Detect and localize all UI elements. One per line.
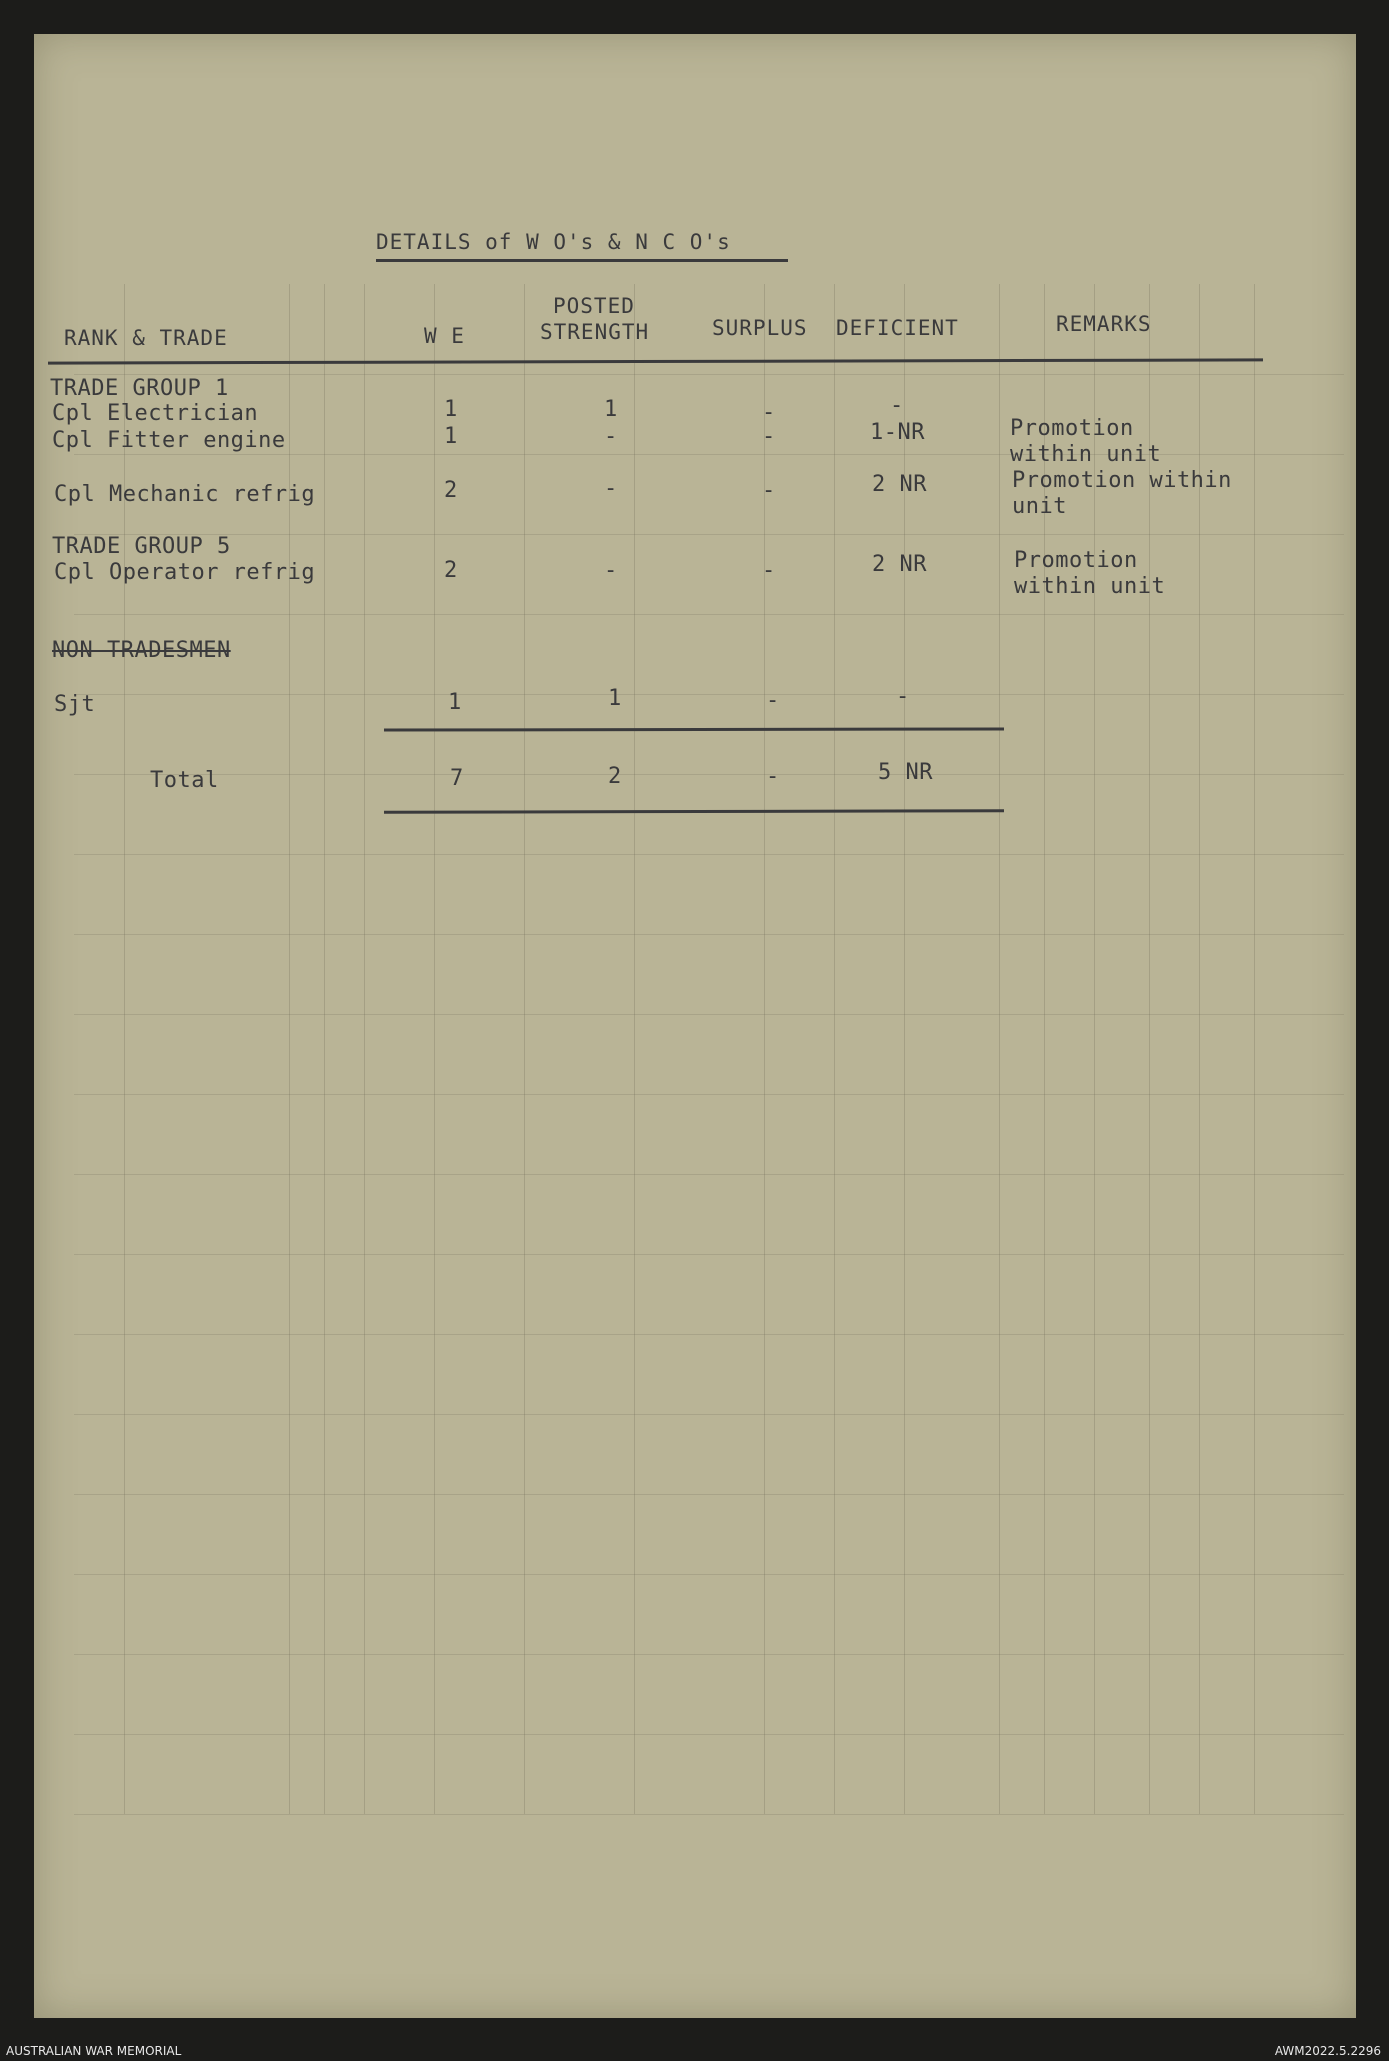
form-grid-line <box>74 1734 1344 1735</box>
form-grid-line <box>74 1574 1344 1575</box>
form-grid-line <box>324 284 325 1814</box>
row-surplus: - <box>762 558 776 583</box>
form-grid-line <box>74 614 1344 615</box>
row-label: Cpl Electrician <box>52 401 259 426</box>
row-deficient: 1-NR <box>870 420 925 445</box>
form-grid-line <box>74 374 1344 375</box>
row-deficient: - <box>890 393 904 418</box>
form-grid-line <box>434 284 435 1814</box>
row-deficient: - <box>896 684 910 709</box>
form-grid-line <box>289 284 290 1814</box>
row-we: 1 <box>444 397 458 422</box>
footer-archive-name: AUSTRALIAN WAR MEMORIAL <box>6 2044 182 2058</box>
form-grid-line <box>74 854 1344 855</box>
form-grid-line <box>74 534 1344 535</box>
total-we: 7 <box>450 766 464 791</box>
form-grid-line <box>74 1254 1344 1255</box>
row-remarks-line2: within unit <box>1014 574 1166 599</box>
form-grid-line <box>904 284 905 1814</box>
title-underline <box>376 259 788 262</box>
footer-accession-number: AWM2022.5.2296 <box>1274 2044 1381 2058</box>
form-grid-line <box>999 284 1000 1814</box>
header-surplus: SURPLUS <box>712 316 808 340</box>
row-we: 1 <box>444 424 458 449</box>
form-grid-line <box>764 284 765 1814</box>
form-grid-line <box>124 284 125 1814</box>
section-label-trade-group-1: TRADE GROUP 1 <box>50 376 229 401</box>
total-label: Total <box>150 768 219 793</box>
row-remarks-line1: Promotion within <box>1012 468 1232 493</box>
row-remarks-line1: Promotion <box>1010 416 1134 441</box>
document-page <box>34 34 1356 2018</box>
row-surplus: - <box>762 478 776 503</box>
header-posted-line1: POSTED <box>553 294 635 318</box>
row-deficient: 2 NR <box>872 552 927 577</box>
row-label: Cpl Mechanic refrig <box>54 482 316 507</box>
row-label: Cpl Operator refrig <box>54 560 316 585</box>
form-grid-line <box>74 1094 1344 1095</box>
row-surplus: - <box>766 688 780 713</box>
row-label: Cpl Fitter engine <box>52 428 286 453</box>
row-surplus: - <box>762 424 776 449</box>
form-grid-line <box>74 1014 1344 1015</box>
form-grid-line <box>74 774 1344 775</box>
row-we: 1 <box>448 690 462 715</box>
row-posted: - <box>604 558 618 583</box>
form-grid-line <box>74 1654 1344 1655</box>
header-posted-line2: STRENGTH <box>540 320 650 344</box>
row-we: 2 <box>444 558 458 583</box>
row-remarks-line2: unit <box>1012 494 1067 519</box>
form-grid-line <box>364 284 365 1814</box>
form-grid-line <box>634 284 635 1814</box>
header-we: W E <box>424 324 465 348</box>
total-surplus: - <box>766 764 780 789</box>
form-grid-line <box>1199 284 1200 1814</box>
total-posted: 2 <box>608 764 622 789</box>
document-title: DETAILS of W O's & N C O's <box>376 230 731 254</box>
form-grid-line <box>1149 284 1150 1814</box>
form-grid-line <box>1094 284 1095 1814</box>
header-rank-trade: RANK & TRADE <box>64 326 228 350</box>
row-remarks-line2: within unit <box>1010 442 1162 467</box>
row-posted: - <box>604 424 618 449</box>
row-posted: 1 <box>604 397 618 422</box>
row-remarks-line1: Promotion <box>1014 548 1138 573</box>
form-grid-line <box>74 1334 1344 1335</box>
header-remarks: REMARKS <box>1056 312 1152 336</box>
form-grid-line <box>74 934 1344 935</box>
row-surplus: - <box>762 400 776 425</box>
form-grid-line <box>1254 284 1255 1814</box>
form-grid-line <box>834 284 835 1814</box>
form-grid-line <box>74 1494 1344 1495</box>
total-deficient: 5 NR <box>878 760 933 785</box>
section-label-non-tradesmen: NON-TRADESMEN <box>52 638 231 663</box>
row-posted: - <box>604 476 618 501</box>
row-label: Sjt <box>54 692 96 717</box>
header-deficient: DEFICIENT <box>836 316 959 340</box>
form-grid-line <box>524 284 525 1814</box>
form-grid-line <box>74 694 1344 695</box>
form-grid-line <box>74 1414 1344 1415</box>
row-we: 2 <box>444 478 458 503</box>
form-grid-line <box>74 1814 1344 1815</box>
row-posted: 1 <box>608 686 622 711</box>
section-label-trade-group-5: TRADE GROUP 5 <box>52 534 231 559</box>
row-deficient: 2 NR <box>872 472 927 497</box>
form-grid-line <box>74 1174 1344 1175</box>
